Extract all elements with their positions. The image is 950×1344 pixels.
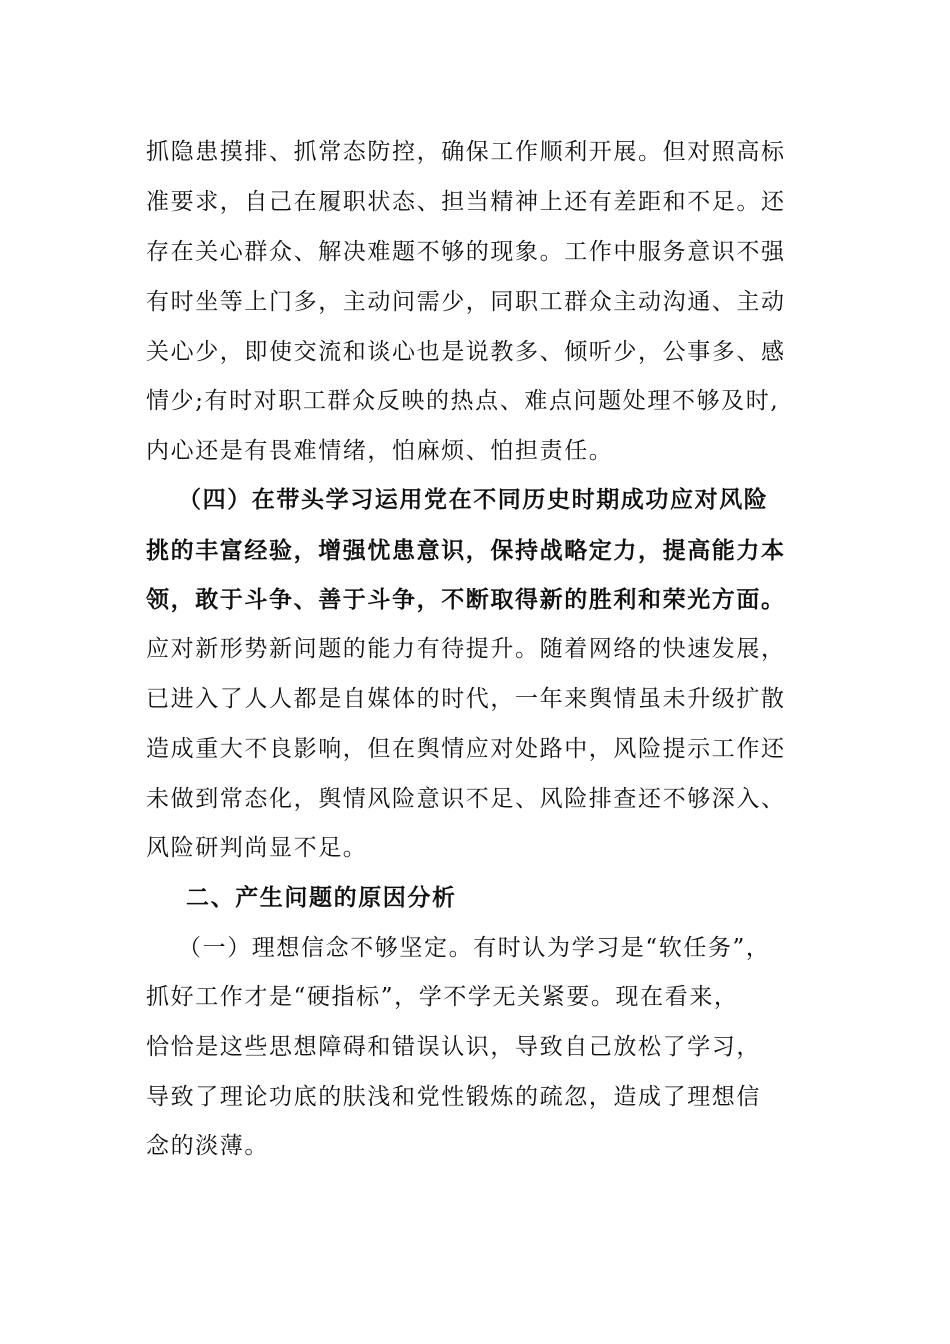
text-line: 准要求，自己在履职状态、担当精神上还有差距和不足。还 — [146, 189, 786, 215]
section-heading-line: （四）在带头学习运用党在不同历史时期成功应对风险 — [178, 487, 769, 513]
text-line: 风险研判尚显不足。 — [146, 835, 368, 861]
text-line: 抓好工作才是“硬指标”，学不学无关紧要。现在看来， — [146, 984, 739, 1010]
text-line: 已进入了人人都是自媒体的时代，一年来舆情虽未升级扩散 — [146, 686, 786, 712]
text-line: 抓隐患摸排、抓常态防控，确保工作顺利开展。但对照高标 — [146, 139, 786, 165]
text-line: 有时坐等上门多，主动问需少，同职工群众主动沟通、主动 — [146, 289, 786, 315]
section-heading-line: 挑的丰富经验，增强忧患意识，保持战略定力，提高能力本 — [146, 538, 786, 564]
chapter-heading: 二、产生问题的原因分析 — [186, 885, 457, 911]
text-line: 应对新形势新问题的能力有待提升。随着网络的快速发展， — [146, 636, 786, 662]
text-line: 念的淡薄。 — [146, 1133, 269, 1159]
text-line: 未做到常态化，舆情风险意识不足、风险排查还不够深入、 — [146, 786, 786, 812]
text-line: 恰恰是这些思想障碍和错误认识，导致自己放松了学习， — [146, 1034, 761, 1060]
text-line: 造成重大不良影响，但在舆情应对处路中，风险提示工作还 — [146, 736, 786, 762]
text-line: （一）理想信念不够坚定。有时认为学习是“软任务”， — [178, 935, 771, 961]
text-line: 关心少，即使交流和谈心也是说教多、倾听少，公事多、感 — [146, 339, 786, 365]
text-line: 导致了理论功底的肤浅和党性锻炼的疏忽，造成了理想信 — [146, 1084, 761, 1110]
section-heading-line: 领，敢于斗争、善于斗争，不断取得新的胜利和荣光方面。 — [146, 587, 786, 613]
text-line: 存在关心群众、解决难题不够的现象。工作中服务意识不强 — [146, 239, 786, 265]
text-line: 情少;有时对职工群众反映的热点、难点问题处理不够及时, — [146, 388, 780, 414]
text-line: 内心还是有畏难情绪，怕麻烦、怕担责任。 — [146, 438, 614, 464]
